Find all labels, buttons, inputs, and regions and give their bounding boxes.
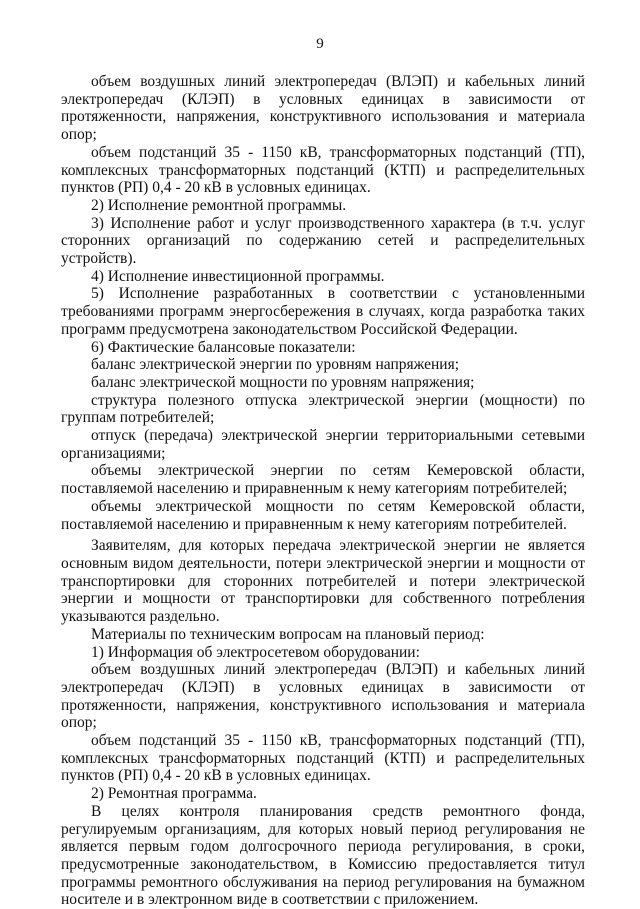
paragraph-balance-indicators: 6) Фактические балансовые показатели: [91, 338, 356, 356]
paragraph-substations-volume: объем подстанций 35 - 1150 кВ, трансформаторных подстанций (ТП), комплексных трансформаторных подстанций (КТП) и распределительных пунктов (РП) 0,4 - 20 кВ в условных единицах. [61, 143, 585, 197]
paragraph-planned-period: Материалы по техническим вопросам на плановый период: [91, 625, 485, 643]
paragraph-power-balance: баланс электрической мощности по уровням напряжения; [91, 373, 475, 391]
paragraph-investment-program: 4) Исполнение инвестиционной программы. [91, 267, 385, 285]
paragraph-substations-volume-planned: объем подстанций 35 - 1150 кВ, трансформаторных подстанций (ТП), комплексных трансформаторных подстанций (КТП) и распределительных пунктов (РП) 0,4 - 20 кВ в условных единицах. [61, 732, 585, 785]
paragraph-energy-population: объемы электрической энергии по сетям Кемеровской области, поставляемой населению и приравненным к нему категориям потребителей; [61, 462, 585, 498]
document-body [61, 73, 585, 909]
paragraph-energy-balance: баланс электрической энергии по уровням напряжения; [91, 356, 460, 374]
paragraph-repair-fund-control: В целях контроля планирования средств ремонтного фонда, регулируемым организациям, для которых новый период регулирования не является первым годом долгосрочного периода регулирования, в сроки, предусмотренные законодательством, в Комиссию предоставляется титул программы ремонтного обслуживания на период регулирования на бумажном носителе и в электронном виде в соответствии с приложением. [61, 802, 585, 909]
paragraph-energy-saving: 5) Исполнение разработанных в соответствии с установленными требованиями программ энергосбережения в случаях, когда разработка таких программ предусмотрена законодательством Российской Федерации. [61, 285, 585, 338]
paragraph-repair-execution: 2) Исполнение ремонтной программы. [91, 196, 347, 214]
paragraph-transmission: отпуск (передача) электрической энергии территориальными сетевыми организациями; [61, 427, 585, 462]
paragraph-grid-equipment: 1) Информация об электросетевом оборудовании: [91, 643, 420, 661]
paragraph-applicants-losses: Заявителям, для которых передача электрической энергии не является основным видом деятельности, потери электрической энергии и мощности от транспортировки для сторонних потребителей и потери электрической энергии и мощности от транспортировки для собственного потребления указываются раздельно. [61, 537, 585, 626]
paragraph-supply-structure: структура полезного отпуска электрической энергии (мощности) по группам потребителей; [61, 391, 585, 427]
paragraph-vlep-volume: объем воздушных линий электропередач (ВЛЭП) и кабельных линий электропередач (КЛЭП) в условных единицах в зависимости от протяженности, напряжения, конструктивного использования и материала опор; [61, 73, 585, 144]
paragraph-repair-program: 2) Ремонтная программа. [91, 785, 257, 803]
paragraph-works-services: 3) Исполнение работ и услуг производственного характера (в т.ч. услуг сторонних организаций по содержанию сетей и распределительных устройств). [61, 214, 585, 268]
paragraph-power-population: объемы электрической мощности по сетям Кемеровской области, поставляемой населению и приравненным к нему категориям потребителей. [61, 497, 585, 533]
paragraph-vlep-volume-planned: объем воздушных линий электропередач (ВЛЭП) и кабельных линий электропередач (КЛЭП) в условных единицах в зависимости от протяженности, напряжения, конструктивного использования и материала опор; [61, 661, 585, 732]
page-number: 9 [316, 36, 324, 52]
